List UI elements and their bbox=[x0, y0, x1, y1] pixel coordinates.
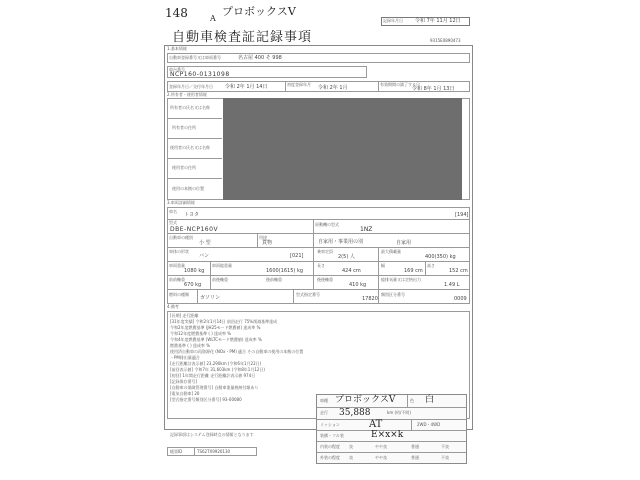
maker-label: 車名 bbox=[169, 209, 177, 214]
body-value: バン bbox=[199, 253, 210, 259]
displacement-value: 1.49 L bbox=[444, 282, 460, 288]
engine-label: 原動機の型式 bbox=[315, 222, 339, 227]
chassis-label: 車台番号 bbox=[169, 67, 185, 72]
sticker-color-label: 色 bbox=[410, 398, 414, 403]
width-label: 幅 bbox=[381, 263, 385, 268]
sticker-exterior-average: 普通 bbox=[411, 455, 419, 460]
note-line: [記録保存番号] bbox=[170, 379, 198, 384]
page-title: 自動車検査証記録事項 bbox=[172, 30, 313, 45]
kind-label: 自動車の種別 bbox=[169, 235, 193, 240]
body-code: [021] bbox=[290, 253, 304, 259]
footer-code-value: TS62TX9920130 bbox=[197, 449, 231, 454]
section-notes-label: 4.備考 bbox=[167, 304, 179, 309]
load-value: 400(350) kg bbox=[425, 254, 456, 260]
width-value: 169 cm bbox=[404, 268, 423, 274]
kind-value: 小 型 bbox=[199, 240, 211, 246]
notes-text bbox=[170, 313, 330, 403]
sticker-condition-label: 内装の程度 bbox=[320, 444, 340, 449]
designation-label: 型式指定番号 bbox=[296, 292, 320, 297]
sticker-exterior-good: 良 bbox=[349, 455, 353, 460]
footer-code-label: 帳票ID bbox=[170, 449, 183, 454]
displacement-label: 総排気量又は定格出力 bbox=[381, 277, 421, 282]
record-date-value: 令和 7年 11月 12日 bbox=[415, 18, 461, 24]
body-label: 車体の形状 bbox=[169, 249, 189, 254]
document-number: 9315E0890473 bbox=[430, 38, 461, 43]
purpose-value: 自家用 bbox=[396, 240, 412, 246]
sticker-equipment-label: 装備・フル装 bbox=[320, 433, 344, 438]
note-line: ・PM排出量適合 bbox=[170, 355, 200, 360]
sticker-color-value: 白 bbox=[425, 395, 435, 405]
rear-front-axle-label: 後前軸重 bbox=[266, 277, 282, 282]
note-line: [自動車の保険管理番号] 自動車重量税納付額あり bbox=[170, 385, 259, 390]
footer-note: 記録事項はシステム登録時点の情報となります bbox=[170, 432, 254, 437]
sticker-condition-average: 普通 bbox=[411, 444, 419, 449]
sticker-exterior-label: 外装の程度 bbox=[320, 455, 340, 460]
use-label: 用途 bbox=[259, 235, 267, 240]
first-reg-label: 登録年月日／交付年月日 bbox=[169, 84, 213, 89]
length-value: 424 cm bbox=[342, 268, 361, 274]
height-value: 152 cm bbox=[449, 268, 468, 274]
sticker-exterior-poor: 不良 bbox=[441, 455, 449, 460]
handwritten-number: 148 bbox=[165, 6, 188, 20]
front-axle-value: 670 kg bbox=[184, 282, 202, 288]
record-date-label: 記録年月日 bbox=[383, 18, 403, 23]
rear-axle-label: 後後軸重 bbox=[317, 277, 333, 282]
note-line: 令和12年度燃費基準 ( ) 達成率 % bbox=[170, 331, 232, 336]
sticker-equipment-value: E×x×k bbox=[371, 430, 404, 440]
sticker-exterior-fair: やや良 bbox=[375, 455, 387, 460]
length-label: 長さ bbox=[317, 263, 325, 268]
first-reg-value: 令和 2年 1月 14日 bbox=[225, 84, 268, 90]
designation-value: 17820 bbox=[362, 296, 378, 302]
sticker-drive-options: 2WD・4WD bbox=[417, 422, 441, 427]
base-location-label: 使用の本拠の位置 bbox=[172, 186, 204, 191]
sticker-condition-fair: やや良 bbox=[375, 444, 387, 449]
redacted-owner-info bbox=[223, 98, 462, 200]
section-basic-label: 1.基本情報 bbox=[167, 46, 187, 51]
front-rear-axle-label: 前後軸重 bbox=[212, 277, 228, 282]
sticker-mission-label: ミッション bbox=[320, 422, 340, 427]
note-line: [前回表示値] 令和7年 31,603km (令和8年1月12日) bbox=[170, 367, 265, 372]
user-address-label: 使用者の住所 bbox=[172, 165, 196, 170]
sticker-condition-poor: 不良 bbox=[441, 444, 449, 449]
note-line: 使用済自動車の再資源化 (NOx・PM) 適合 その自動車の使用の本拠の位置 bbox=[170, 349, 304, 354]
note-line: [31年度実績] 令和2年1月14日 前回走行 75%削減基準達成 bbox=[170, 319, 278, 324]
user-name-label: 使用者の氏名又は名称 bbox=[170, 145, 210, 150]
gross-value: 1600(1615) kg bbox=[266, 268, 304, 274]
sticker-mileage-label: 走行 bbox=[320, 410, 328, 415]
category-label: 類別区分番号 bbox=[381, 292, 405, 297]
handwritten-mark: A bbox=[210, 14, 216, 23]
reg-number-value: 名古屋 400 そ 998 bbox=[238, 55, 282, 61]
sticker-mileage-value: 35,888 bbox=[339, 408, 371, 418]
sticker-mission-value: AT bbox=[369, 419, 383, 430]
category-value: 0009 bbox=[454, 296, 467, 302]
note-line: [初回] 1年間走行距離 走行距離計表示値 974日 bbox=[170, 373, 256, 378]
first-reg2-label: 初度登録年月 bbox=[287, 82, 311, 87]
dealer-sticker bbox=[316, 394, 467, 464]
gross-label: 車両総重量 bbox=[212, 263, 232, 268]
weight-label: 車両重量 bbox=[169, 263, 185, 268]
rear-axle-value: 410 kg bbox=[349, 282, 367, 288]
chassis-value: NCP160-0131098 bbox=[170, 71, 230, 78]
sticker-mileage-unit: km (約/不明) bbox=[387, 410, 411, 415]
sticker-model-value: プロボックスV bbox=[335, 395, 396, 405]
note-line: [型式指定番号類別区分番号] 93-00080 bbox=[170, 397, 242, 402]
owner-address-label: 所有者の住所 bbox=[172, 125, 196, 130]
fuel-label: 燃料の種類 bbox=[169, 292, 189, 297]
use-value: 貨物 bbox=[262, 240, 273, 246]
section-vehicle-label: 3.車両詳細情報 bbox=[167, 200, 195, 205]
owner-name-label: 所有者の氏名又は名称 bbox=[170, 105, 210, 110]
note-line: [走行距離計表示値] 23,290km (令和6年1月22日) bbox=[170, 361, 262, 366]
capacity-value: 2(5) 人 bbox=[338, 254, 355, 260]
height-label: 高さ bbox=[427, 263, 435, 268]
reg-number-label: 自動車登録番号又は車両番号 bbox=[169, 55, 221, 60]
maker-code: [194] bbox=[455, 212, 469, 218]
purpose-label: 自家用・事業用の別 bbox=[318, 239, 364, 245]
sticker-condition-good: 良 bbox=[349, 444, 353, 449]
expiry-value: 令和 8年 1月 13日 bbox=[412, 86, 455, 92]
note-line: 令和2年度燃費基準 (JH25モード燃費値) 達成率 % bbox=[170, 325, 261, 330]
capacity-label: 乗車定員 bbox=[317, 249, 333, 254]
weight-value: 1080 kg bbox=[184, 268, 205, 274]
note-line: 燃費基準 ( ) 達成率 % bbox=[170, 343, 211, 348]
note-line: [電気自動車] 20 bbox=[170, 391, 200, 396]
sticker-model-label: 車種 bbox=[320, 398, 328, 403]
first-reg2-value: 令和 2年 1月 bbox=[318, 85, 348, 91]
expiry-label: 有効期間の満了する日 bbox=[380, 82, 420, 87]
note-line: 令和4年度燃費基準 (WLTCモード燃費値) 達成率 % bbox=[170, 337, 262, 342]
handwritten-name: プロボックスV bbox=[222, 5, 296, 18]
model-label: 型式 bbox=[169, 220, 177, 225]
engine-value: 1NZ bbox=[360, 226, 373, 233]
model-value: DBE-NCP160V bbox=[170, 226, 219, 233]
load-label: 最大積載量 bbox=[381, 249, 401, 254]
section-owner-label: 2.所有者・使用者情報 bbox=[167, 92, 207, 97]
front-axle-label: 前前軸重 bbox=[169, 277, 185, 282]
note-line: [長期] 走行距離 bbox=[170, 313, 199, 318]
maker-value: トヨタ bbox=[184, 212, 200, 218]
fuel-value: ガソリン bbox=[200, 295, 221, 301]
